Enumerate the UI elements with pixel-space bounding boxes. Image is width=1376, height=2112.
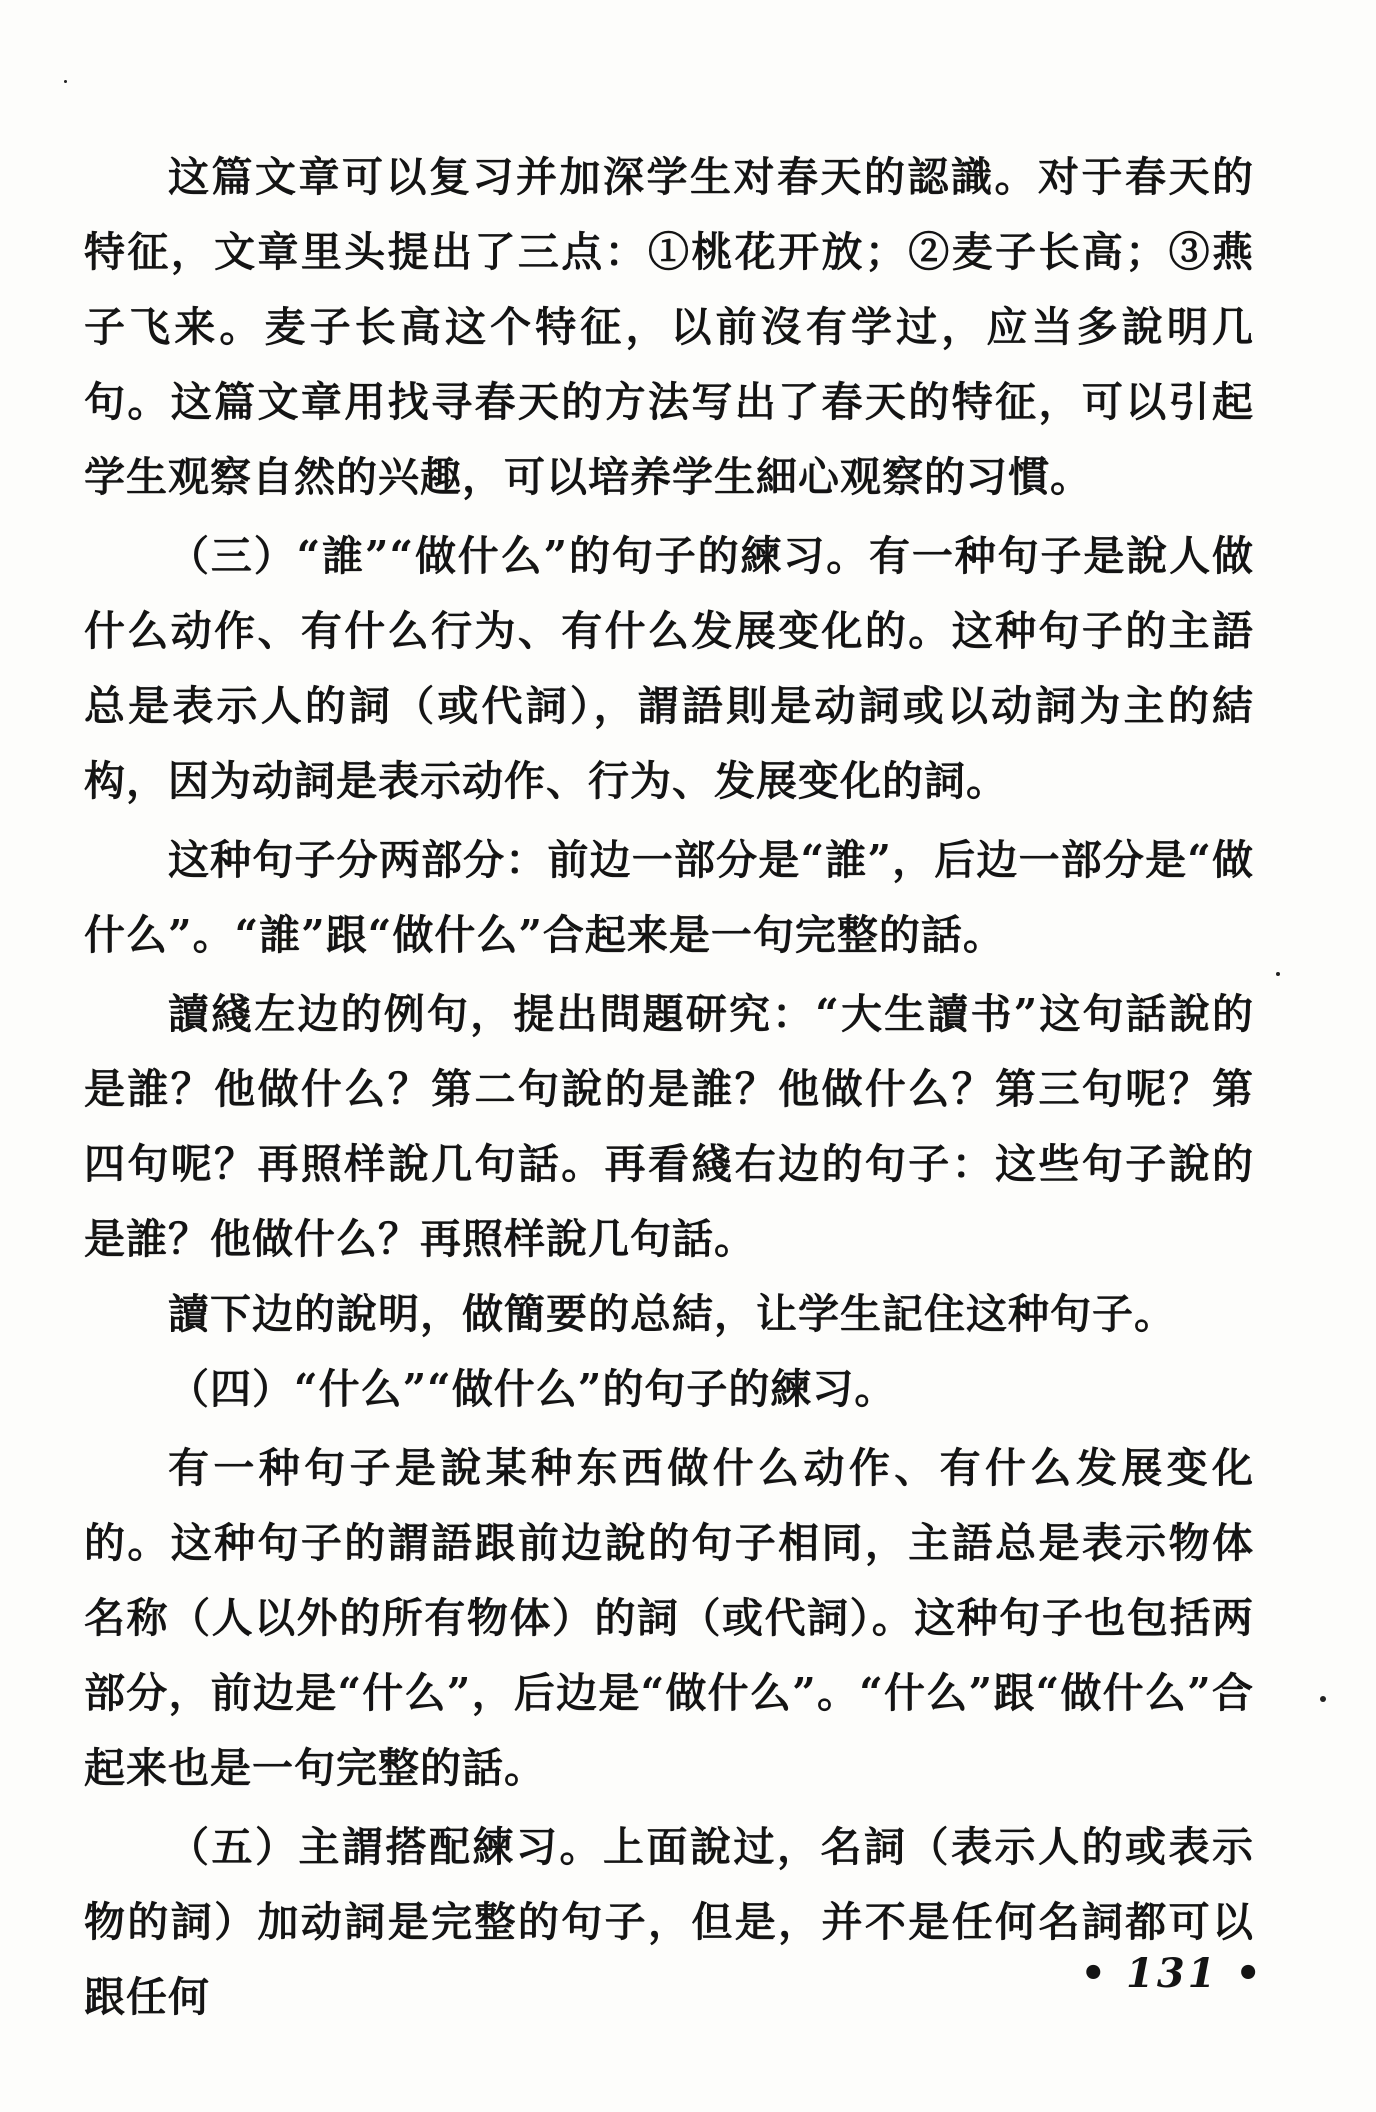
paragraph-3: 这种句子分两部分：前边一部分是“誰”，后边一部分是“做什么”。“誰”跟“做什么”合起来是一句完整的話。 bbox=[84, 836, 1254, 959]
paragraph-4: 讀綫左边的例句，提出問題研究：“大生讀书”这句話說的是誰？他做什么？第二句說的是誰？他做什么？第三句呢？第四句呢？再照样說几句話。再看綫右边的句子：这些句子說的是誰？他做什么？再照样說几句話。 bbox=[84, 990, 1254, 1263]
page-number: • 131 • bbox=[1080, 1950, 1264, 1997]
paragraph-2: （三）“誰”“做什么”的句子的練习。有一种句子是說人做什么动作、有什么行为、有什么发展变化的。这种句子的主語总是表示人的詞（或代詞），謂語則是动詞或以动詞为主的結构，因为动詞是表示动作、行为、发展变化的詞。 bbox=[84, 532, 1254, 805]
paragraph-7: 有一种句子是說某种东西做什么动作、有什么发展变化的。这种句子的謂語跟前边說的句子相同，主語总是表示物体名称（人以外的所有物体）的詞（或代詞）。这种句子也包括两部分，前边是“什么”，后边是“做什么”。“什么”跟“做什么”合起来也是一句完整的話。 bbox=[84, 1444, 1254, 1792]
paragraph-5: 讀下边的說明，做簡要的总結，让学生記住这种句子。 bbox=[168, 1290, 1176, 1338]
paragraph-8: （五）主謂搭配練习。上面說过，名詞（表示人的或表示物的詞）加动詞是完整的句子，但是，并不是任何名詞都可以跟任何 bbox=[84, 1823, 1254, 2021]
body-text bbox=[84, 140, 1254, 2035]
scan-speck bbox=[1320, 1696, 1326, 1702]
paragraph-6: （四）“什么”“做什么”的句子的練习。 bbox=[168, 1365, 897, 1413]
scan-speck bbox=[1276, 972, 1280, 976]
scan-speck bbox=[64, 80, 67, 83]
paragraph-1: 这篇文章可以复习并加深学生对春天的認識。对于春天的特征，文章里头提出了三点：①桃花开放；②麦子长高；③燕子飞来。麦子长高这个特征，以前沒有学过，应当多說明几句。这篇文章用找寻春天的方法写出了春天的特征，可以引起学生观察自然的兴趣，可以培养学生細心观察的习慣。 bbox=[84, 153, 1254, 501]
